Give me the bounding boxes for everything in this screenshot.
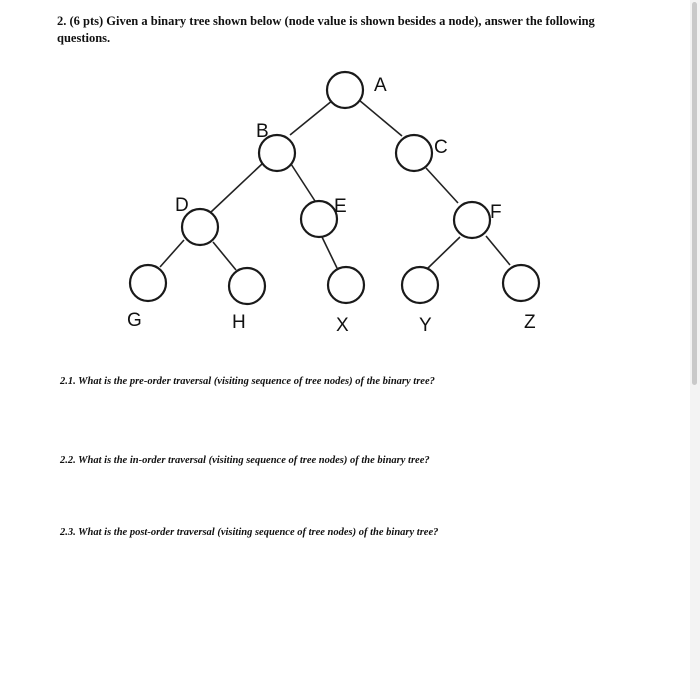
edge-A-C xyxy=(359,100,402,136)
edge-D-H xyxy=(213,242,236,270)
binary-tree-diagram xyxy=(0,0,690,340)
node-F xyxy=(454,202,490,238)
problem-header: 2. (6 pts) Given a binary tree shown below (node value is shown besides a node), answer the following questions. xyxy=(57,14,595,45)
node-C xyxy=(396,135,432,171)
edge-D-G xyxy=(160,240,184,267)
question-2-1: 2.1. What is the pre-order traversal (visiting sequence of tree nodes) of the binary tree? xyxy=(60,376,435,387)
node-H xyxy=(229,268,265,304)
edge-C-F xyxy=(426,168,458,203)
node-label-F: F xyxy=(490,202,502,223)
question-2-2: 2.2. What is the in-order traversal (visiting sequence of tree nodes) of the binary tree? xyxy=(60,455,430,466)
node-label-B: B xyxy=(256,121,269,142)
edge-A-B xyxy=(290,100,333,135)
node-label-Z: Z xyxy=(524,312,536,333)
vertical-scrollbar[interactable] xyxy=(690,0,700,699)
scrollbar-thumb[interactable] xyxy=(692,2,697,385)
edge-F-Z xyxy=(486,236,510,265)
node-label-Y: Y xyxy=(419,315,432,336)
node-G xyxy=(130,265,166,301)
question-2-3: 2.3. What is the post-order traversal (visiting sequence of tree nodes) of the binary tree? xyxy=(60,527,439,538)
edge-E-X xyxy=(322,237,337,268)
node-E xyxy=(301,201,337,237)
node-label-D: D xyxy=(175,195,189,216)
node-X xyxy=(328,267,364,303)
node-label-A: A xyxy=(374,75,387,96)
node-label-E: E xyxy=(334,196,347,217)
node-A xyxy=(327,72,363,108)
node-Y xyxy=(402,267,438,303)
edge-F-Y xyxy=(428,237,460,268)
node-label-G: G xyxy=(127,310,142,331)
edge-B-D xyxy=(211,163,263,212)
node-label-H: H xyxy=(232,312,246,333)
node-label-C: C xyxy=(434,137,448,158)
edge-B-E xyxy=(291,164,315,201)
node-Z xyxy=(503,265,539,301)
node-label-X: X xyxy=(336,315,349,336)
